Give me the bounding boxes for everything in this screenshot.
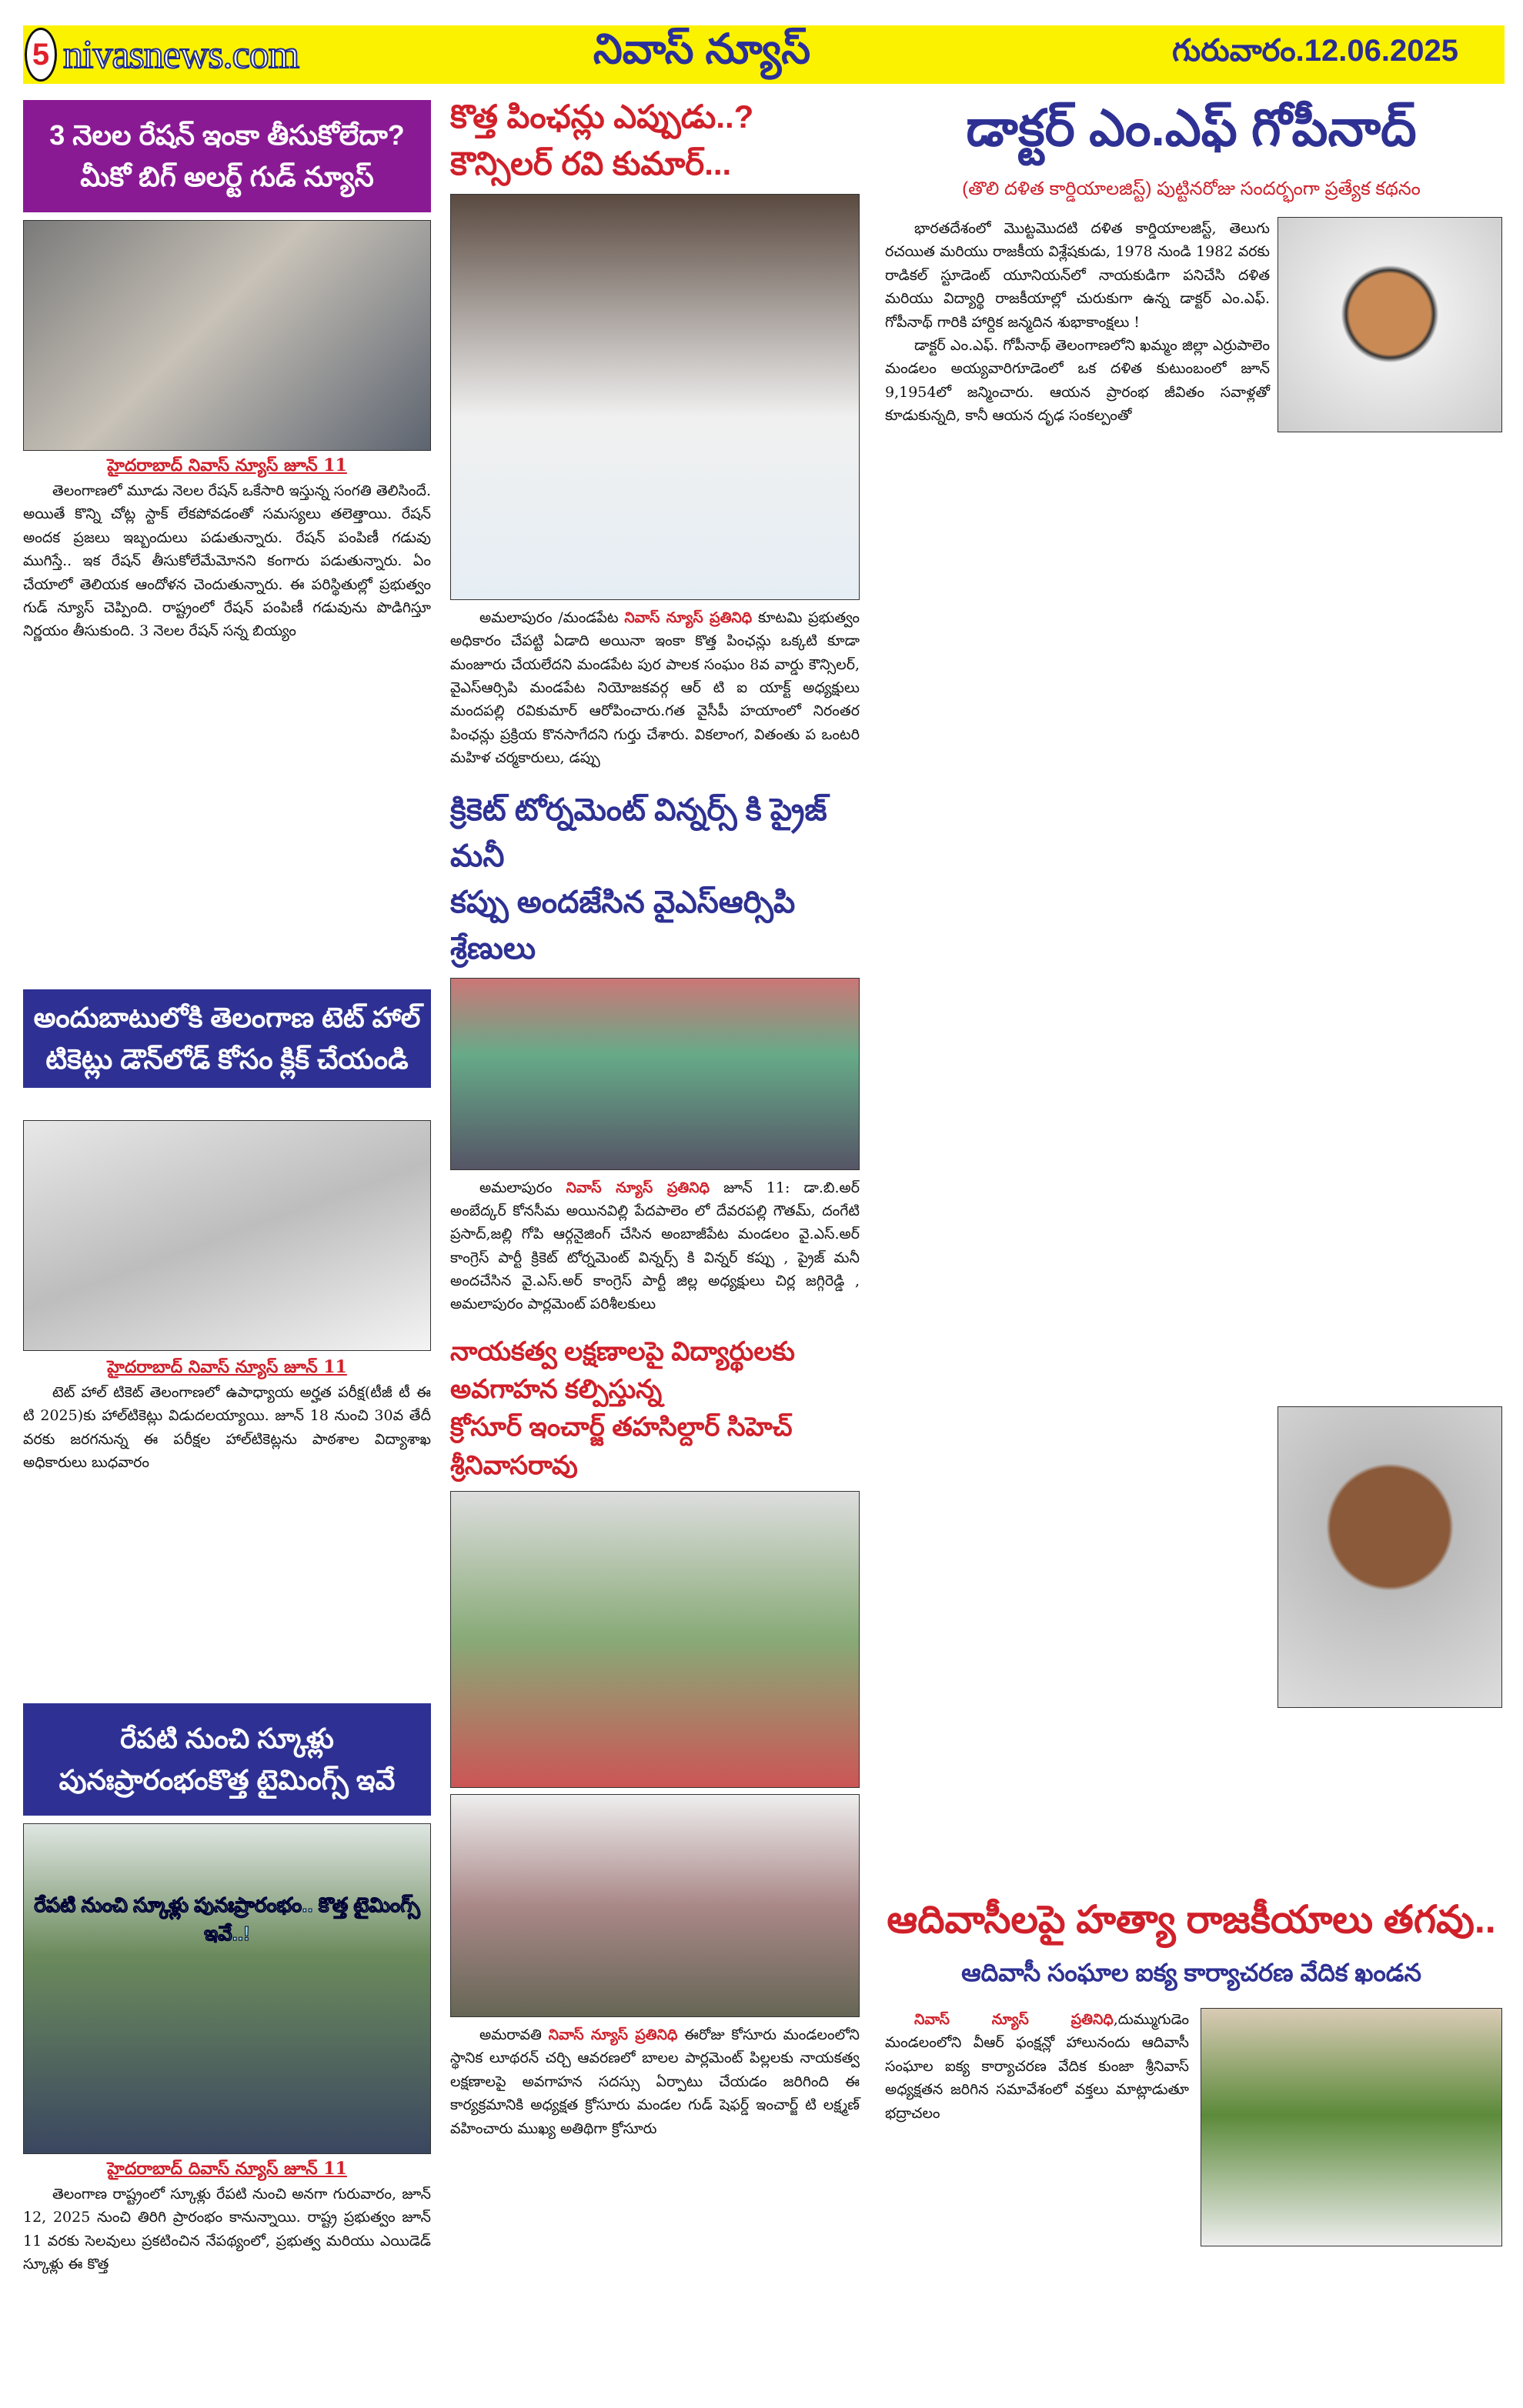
students-photo — [23, 1823, 431, 2154]
article-body: తెలంగాణ రాష్ట్రంలో స్కూళ్లు రేపటి నుంచి అనగా గురువారం, జూన్ 12, 2025 నుంచి తిరిగి ప్రారంభం కానున్నాయి. రాష్ట్ర ప్రభుత్వం జూన్ 11 వరకు సెలవులు ప్రకటించిన నేపథ్యంలో, ప్రభుత్వ మరియు ఎయిడెడ్ స్కూళ్లు ఈ కొత్త — [23, 2186, 431, 2273]
place: అమలాపురం — [479, 1179, 553, 1196]
site-url[interactable]: nivasnews.com — [63, 32, 299, 77]
byline: నివాస్ న్యూస్ ప్రతినిధి — [624, 609, 753, 626]
laptop-photo — [23, 1120, 431, 1351]
headline-line: 3 నెలల రేషన్ ఇంకా తీసుకోలేదా? — [49, 119, 405, 151]
schools-headline — [23, 1703, 431, 1816]
ration-photo — [23, 220, 431, 451]
body-text: కూటమి ప్రభుత్వం అధికారం చేపట్టి ఏడాది అయినా ఇంకా కొత్త పింఛన్లు ఒక్కటి కూడా మంజూరు చేయలేదని మండపేట పుర పాలక సంఘం 8వ వార్డు కౌన్సిలర్, వైఎస్ఆర్సిపి మండపేట నియోజకవర్గ ఆర్ టి ఐ యాక్ట్ అధ్యక్షులు మందపల్లి రవికుమార్ ఆరోపించారు.గత వైసీపీ హయాంలో నిరంతర పింఛన్లు ప్రక్రియ కొనసాగేదని గుర్తు చేశారు. వికలాంగ, వితంతు ప ఒంటరి మహిళ చర్మకారులు, డప్పు — [450, 609, 860, 767]
person-portrait — [1278, 1406, 1502, 1708]
body-text: ,దుమ్ముగుడెం మండలంలోని వీఆర్ ఫంక్షన్లో హాలునందు ఆదివాసీ సంఘాల ఐక్య కార్యాచరణ వేదిక కుంజా శ్రీనివాస్ అధ్యక్షతన జరిగిన సమావేశంలో వక్తలు మాట్లాడుతూ భద్రాచలం — [885, 2011, 1189, 2122]
headline-line: రేపటి నుంచి స్కూళ్లు — [120, 1723, 334, 1754]
body-text: జూన్ 11: డా.బి.అర్ అంబేద్కర్ కోనసీమ అయినవిల్లి పేదపాలెం లో దేవరపల్లి గౌతమ్, దంగేటి ప్రసాద్,జల్లి గోపి ఆర్గనైజింగ్ చేసిన అంబాజీపేట మండలం వై.ఎస్.అర్ కాంగ్రెస్ పార్టీ క్రికెట్ టోర్నమెంట్ విన్నర్స్ కి విన్నర్ కప్పు , ప్రైజ్ మనీ అందచేసిన వై.ఎస్.అర్ కాంగ్రెస్ పార్టీ జిల్ల అధ్యక్షులు చిర్ల జగ్గిరెడ్డి , అమలాపురం పార్లమెంట్ పరిశీలకులు — [450, 1179, 860, 1313]
adivasi-subheadline: ఆదివాసీ సంఘాల ఐక్య కార్యాచరణ వేదిక ఖండన — [961, 1959, 1421, 1986]
cricket-headline — [450, 787, 860, 972]
councillor-photo — [450, 194, 860, 600]
pension-headline — [450, 94, 860, 188]
headline-line: టికెట్లు డౌన్‌లోడ్ కోసం క్లిక్ చేయండి — [45, 1043, 409, 1075]
article-body: భారతదేశంలో మొట్టమొదటి దళిత కార్డియాలజిస్ట్, తెలుగు రచయిత మరియు రాజకీయ విశ్లేషకుడు, 1978 నుండి 1982 వరకు రాడికల్ స్టూడెంట్ యూనియన్‌లో నాయకుడిగా పనిచేసి దళిత మరియు విద్యార్థి రాజకీయాల్లో చురుకుగా ఉన్న డాక్టర్ ఎం.ఎఫ్. గోపీనాథ్ గారికి హార్దిక జన్మదిన శుభాకాంక్షలు ! — [885, 220, 1270, 331]
article-body: డాక్టర్ ఎం.ఎఫ్. గోపీనాథ్ తెలంగాణలోని ఖమ్మం జిల్లా ఎర్రుపాలెం మండలం అయ్యవారిగూడెంలో ఒక దళిత కుటుంబంలో జూన్ 9,1954లో జన్మించారు. ఆయన ప్రారంభ జీవితం సవాళ్లతో కూడుకున్నది, కానీ ఆయన దృఢ సంకల్పంతో — [885, 336, 1270, 425]
children-parliament-photo — [450, 1491, 860, 1788]
issue-date: గురువారం.12.06.2025 — [1172, 33, 1458, 68]
adivasi-headline: ఆదివాసీలపై హత్యా రాజకీయాలు తగవు.. — [887, 1898, 1496, 1941]
headline-line: అందుబాటులోకి తెలంగాణ టెట్ హాల్ — [33, 1002, 421, 1033]
place: అమలాపురం /మండపేట — [479, 609, 619, 626]
headline-line: మీకో బిగ్ అలర్ట్ గుడ్ న్యూస్ — [80, 161, 374, 192]
gopinath-subtitle: (తొలి దళిత కార్డియాలజిస్ట్) పుట్టినరోజు సందర్భంగా ప్రత్యేక కథనం — [962, 178, 1421, 199]
masthead — [23, 25, 1505, 84]
tahsildar-speaking-photo — [450, 1794, 860, 2017]
dateline: హైదరాబాద్ నివాస్ న్యూస్ జూన్ 11 — [107, 455, 347, 475]
page-number: 5 — [25, 28, 57, 82]
dateline: హైదరాబాద్ నివాస్ న్యూస్ జూన్ 11 — [107, 1357, 347, 1377]
middle-column — [450, 94, 860, 2140]
byline: నివాస్ న్యూస్ ప్రతినిధి — [566, 1179, 710, 1196]
place: అమరావతి — [479, 2026, 542, 2044]
tet-headline[interactable] — [23, 989, 431, 1088]
cricket-photo — [450, 978, 860, 1170]
adivasi-leaders-photo — [1201, 2008, 1502, 2246]
article-body — [450, 1176, 860, 1316]
image-caption-text: రేపటి నుంచి స్కూళ్లు పునఃప్రారంభం.. కొత్త టైమింగ్స్ ఇవే..! — [34, 1893, 420, 1945]
headline-line: కప్పు అందజేసిన వైఎస్ఆర్సిపి శ్రేణులు — [450, 885, 796, 966]
body-text: ఈరోజు కోసూరు మండలంలోని స్థానిక లూథరన్ చర్చి ఆవరణలో బాలల పార్లమెంట్ పిల్లలకు నాయకత్వ లక్షణాలపై అవగాహన సదస్సు ఏర్పాటు చేయడం జరిగింది ఈ కార్యక్రమానికి అధ్యక్షత క్రోసూరు మండల గుడ్ షెఫర్డ్ ఇంచార్జ్ టి లక్ష్మణ్ వహించారు ముఖ్య అతిథిగా క్రోసూరు — [450, 2026, 860, 2137]
headline-line: క్రోసూర్ ఇంచార్జ్ తహసిల్దార్ సిహెచ్ శ్రీనివాసరావు — [450, 1412, 793, 1480]
byline: నివాస్ న్యూస్ ప్రతినిధి — [548, 2026, 678, 2044]
dateline: హైదరాబాద్ దివాస్ న్యూస్ జూన్ 11 — [107, 2159, 347, 2179]
headline-line: కౌన్సిలర్ రవి కుమార్... — [450, 145, 732, 182]
headline-line: పునఃప్రారంభంకొత్త టైమింగ్స్ ఇవే — [58, 1764, 396, 1796]
leadership-headline — [450, 1333, 860, 1485]
gopinath-title: డాక్టర్ ఎం.ఎఫ్ గోపీనాద్ — [966, 99, 1417, 156]
byline: నివాస్ న్యూస్ ప్రతినిధి — [914, 2011, 1114, 2028]
article-body — [450, 2023, 860, 2140]
article-body: టెట్ హాల్ టికెట్ తెలంగాణలో ఉపాధ్యాయ అర్హత పరీక్ష(టీజీ టీ ఈ టి 2025)కు హాల్‌టికెట్లు విడుదలయ్యాయి. జూన్ 18 నుంచి 30వ తేదీ వరకు జరగనున్న ఈ పరీక్షల హాల్‌టికెట్లను పాఠశాల విద్యాశాఖ అధికారులు బుధవారం — [23, 1384, 431, 1472]
headline-line: నాయకత్వ లక్షణాలపై విద్యార్థులకు అవగాహన కల్పిస్తున్న — [450, 1336, 795, 1405]
article-body — [450, 606, 860, 770]
ration-headline — [23, 100, 431, 212]
article-body — [885, 2008, 1189, 2125]
newspaper-logo: నివాస్ న్యూస్ — [593, 26, 811, 72]
article-body: తెలంగాణలో మూడు నెలల రేషన్ ఒకేసారి ఇస్తున్న సంగతి తెలిసిందే. అయితే కొన్ని చోట్ల స్టాక్ లేకపోవడంతో సమస్యలు తలెత్తాయి. రేషన్ అందక ప్రజలు ఇబ్బందులు పడుతున్నారు. రేషన్ పంపిణీ గడువు ముగిస్తే.. ఇక రేషన్ తీసుకోలేమేమోనని కంగారు పడుతున్నారు. ఏం చేయాలో తెలియక ఆందోళన చెందుతున్నారు. ఈ పరిస్థితుల్లో ప్రభుత్వం గుడ్ న్యూస్ చెప్పింది. రాష్ట్రంలో రేషన్ పంపిణీ గడువును పొడిగిస్తూ నిర్ణయం తీసుకుంది. 3 నెలల రేషన్ సన్న బియ్యం — [23, 482, 431, 640]
headline-line: కొత్త పింఛన్లు ఎప్పుడు..? — [450, 98, 754, 135]
gopinath-portrait — [1278, 217, 1502, 432]
headline-line: క్రికెట్ టోర్నమెంట్ విన్నర్స్ కి ప్రైజ్ మనీ — [450, 792, 827, 873]
